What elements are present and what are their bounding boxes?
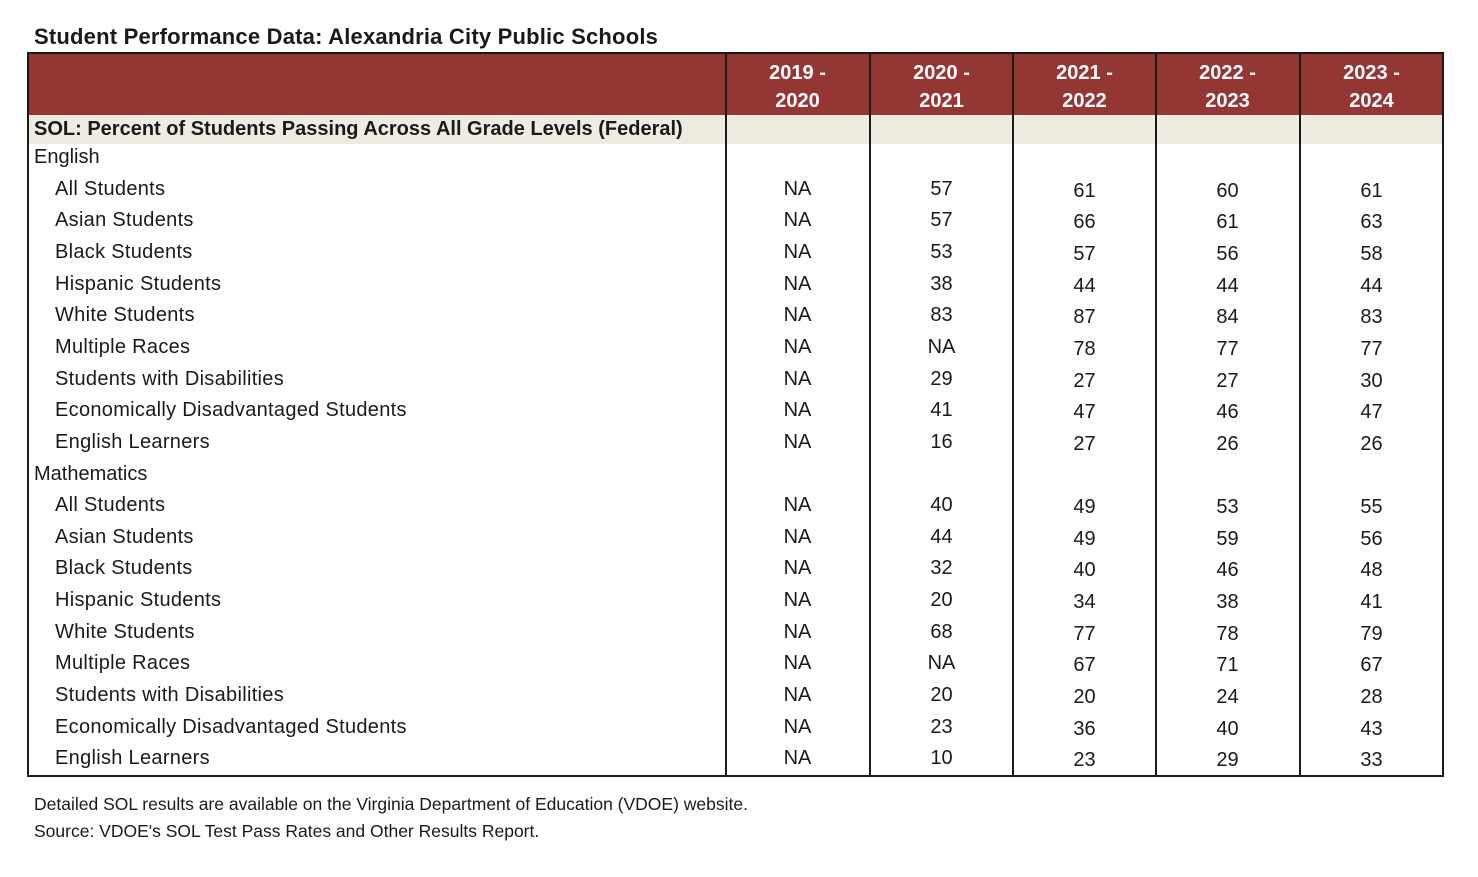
column-header-line1: 2022 - [1199,62,1256,84]
table-cell: 32 [930,557,953,580]
table-cell: 58 [1360,242,1383,265]
table-cell: NA [783,209,812,232]
table-cell: 26 [1216,432,1239,455]
table-cell: 23 [1073,749,1096,772]
row-label: White Students [55,304,195,327]
table-cell: NA [783,589,812,612]
table-cell: 24 [1216,686,1239,709]
table-cell: NA [783,494,812,517]
row-label: English Learners [55,430,210,453]
table-cell: 27 [1073,432,1096,455]
table-cell: NA [783,525,812,548]
row-label: Economically Disadvantaged Students [55,715,407,738]
table-cell: 71 [1216,654,1239,677]
table-cell: 53 [930,240,953,263]
table-cell: NA [783,430,812,453]
table-cell: 56 [1216,242,1239,265]
table-cell: 60 [1216,179,1239,202]
performance-table [27,52,1444,777]
column-header-2020-2021 [871,59,1012,115]
table-cell: NA [783,399,812,422]
row-label: Multiple Races [55,652,191,675]
table-cell: 47 [1360,401,1383,424]
column-header-line2: 2020 [775,90,820,112]
table-cell: NA [927,652,956,675]
table-cell: 63 [1360,211,1383,234]
table-cell: NA [783,684,812,707]
table-cell: NA [783,715,812,738]
column-header-2023-2024 [1301,59,1442,115]
column-header-line2: 2024 [1349,90,1394,112]
table-cell: 83 [930,304,953,327]
row-label: All Students [55,494,166,517]
footnote-details: Detailed SOL results are available on the Virginia Department of Education (VDOE) website. [34,794,748,814]
table-cell: NA [783,272,812,295]
table-cell: NA [927,335,956,358]
column-header-line1: 2019 - [769,62,826,84]
row-label: White Students [55,620,195,643]
column-header-2021-2022 [1014,59,1155,115]
table-cell: 40 [930,494,953,517]
table-cell: 44 [1073,274,1096,297]
table-cell: NA [783,367,812,390]
table-cell: 83 [1360,306,1383,329]
table-cell: 46 [1216,559,1239,582]
row-label: Hispanic Students [55,589,222,612]
table-cell: 47 [1073,401,1096,424]
table-cell: 67 [1360,654,1383,677]
table-cell: 55 [1360,496,1383,519]
table-cell: 67 [1073,654,1096,677]
table-cell: NA [783,557,812,580]
table-cell: 10 [930,747,953,770]
table-cell: 53 [1216,496,1239,519]
table-cell: NA [783,240,812,263]
page-title: Student Performance Data: Alexandria City Public Schools [34,24,659,49]
table-cell: 87 [1073,306,1096,329]
table-cell: 44 [1216,274,1239,297]
section-title: SOL: Percent of Students Passing Across All Grade Levels (Federal) [34,118,683,140]
table-cell: 27 [1216,369,1239,392]
table-cell: 30 [1360,369,1383,392]
table-cell: 79 [1360,622,1383,645]
table-cell: 16 [930,430,953,453]
table-cell: 28 [1360,686,1383,709]
column-header-line2: 2021 [919,90,964,112]
row-label: English Learners [55,747,210,770]
row-label: Economically Disadvantaged Students [55,399,407,422]
table-cell: 29 [1216,749,1239,772]
table-cell: 20 [1073,686,1096,709]
table-cell: 57 [1073,242,1096,265]
column-header-2019-2020 [727,59,868,115]
group-label-0: English [34,146,100,168]
table-cell: 29 [930,367,953,390]
table-cell: 77 [1216,337,1239,360]
table-cell: 46 [1216,401,1239,424]
table-cell: 48 [1360,559,1383,582]
table-cell: 26 [1360,432,1383,455]
column-header-line2: 2023 [1205,90,1250,112]
table-cell: 49 [1073,496,1096,519]
table-cell: 44 [1360,274,1383,297]
table-cell: NA [783,177,812,200]
footnote-source: Source: VDOE's SOL Test Pass Rates and Other Results Report. [34,821,540,841]
column-header-2022-2023 [1157,59,1298,115]
row-label: Multiple Races [55,335,191,358]
table-cell: NA [783,747,812,770]
table-cell: 59 [1216,527,1239,550]
column-header-line2: 2022 [1062,90,1107,112]
table-cell: 20 [930,589,953,612]
table-cell: 44 [930,525,953,548]
table-cell: 66 [1073,211,1096,234]
column-header-line1: 2023 - [1343,62,1400,84]
column-header-line1: 2021 - [1056,62,1113,84]
row-label: Asian Students [55,209,194,232]
table-cell: 27 [1073,369,1096,392]
table-cell: NA [783,620,812,643]
table-cell: 78 [1216,622,1239,645]
table-cell: NA [783,652,812,675]
table-cell: 57 [930,177,953,200]
table-cell: 49 [1073,527,1096,550]
row-label: Students with Disabilities [55,684,285,707]
table-cell: 77 [1360,337,1383,360]
table-cell: 84 [1216,306,1239,329]
row-label: Black Students [55,240,193,263]
table-cell: 40 [1073,559,1096,582]
group-label-1: Mathematics [34,462,148,485]
table-cell: 61 [1360,179,1383,202]
table-cell: 68 [930,620,953,643]
table-cell: 41 [1360,591,1383,614]
table-cell: 23 [930,715,953,738]
table-cell: 56 [1360,527,1383,550]
table-cell: 20 [930,684,953,707]
table-cell: NA [783,335,812,358]
table-cell: 43 [1360,717,1383,740]
table-cell: 34 [1073,591,1096,614]
row-label: Asian Students [55,525,194,548]
row-label: Black Students [55,557,193,580]
row-label: Students with Disabilities [55,367,285,390]
row-label: All Students [55,177,166,200]
table-cell: 40 [1216,717,1239,740]
table-cell: 38 [1216,591,1239,614]
table-cell: 33 [1360,749,1383,772]
table-cell: NA [783,304,812,327]
table-cell: 38 [930,272,953,295]
table-cell: 77 [1073,622,1096,645]
table-cell: 61 [1073,179,1096,202]
column-header-line1: 2020 - [913,62,970,84]
table-cell: 61 [1216,211,1239,234]
table-cell: 78 [1073,337,1096,360]
table-cell: 36 [1073,717,1096,740]
row-label: Hispanic Students [55,272,222,295]
table-cell: 41 [930,399,953,422]
table-cell: 57 [930,209,953,232]
